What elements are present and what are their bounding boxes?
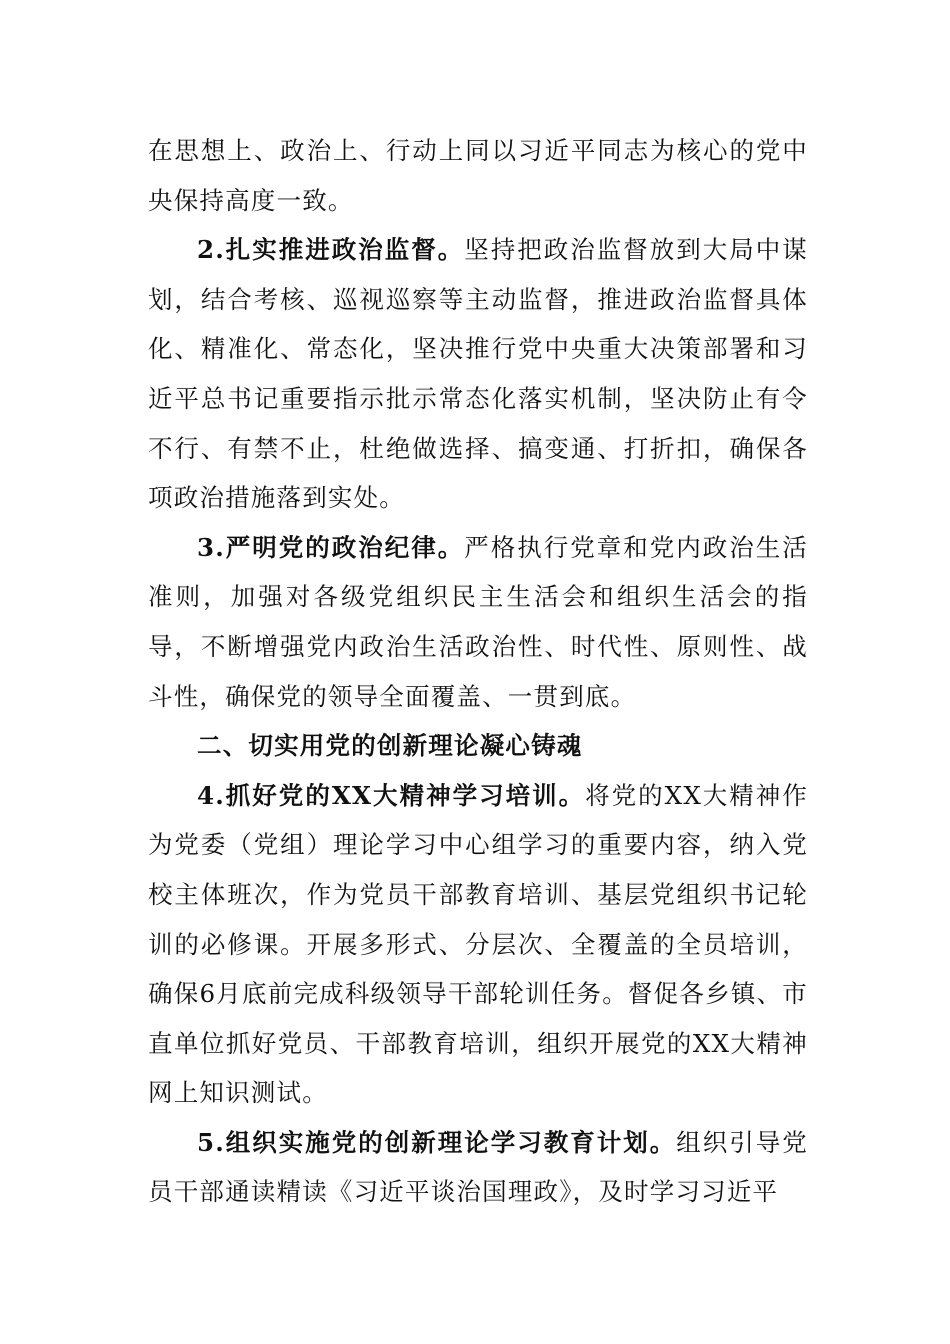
paragraph-study-training bbox=[148, 771, 808, 1118]
paragraph-text: 严格执行党章和党内政治生活准则，加强对各级党组织民主生活会和组织生活会的指导，不断增强党内政治生活政治性、时代性、原则性、战斗性，确保党的领导全面覆盖、一贯到底。 bbox=[148, 532, 808, 711]
paragraph-lead: 2.扎实推进政治监督。 bbox=[197, 235, 465, 265]
paragraph-text: 坚持把政治监督放到大局中谋划，结合考核、巡视巡察等主动监督，推进政治监督具体化、精准化、常态化，坚决推行党中央重大决策部署和习近平总书记重要指示批示常态化落实机制，坚决防止有令不行、有禁不止，杜绝做选择、搞变通、打折扣，确保各项政治措施落到实处。 bbox=[148, 235, 808, 513]
section-title: 二、切实用党的创新理论凝心铸魂 bbox=[197, 731, 583, 761]
section-heading bbox=[148, 721, 808, 771]
paragraph-study-plan bbox=[148, 1118, 808, 1217]
paragraph-continuation bbox=[148, 126, 808, 225]
paragraph-text: 在思想上、政治上、行动上同以习近平同志为核心的党中央保持高度一致。 bbox=[148, 136, 808, 215]
paragraph-political-discipline bbox=[148, 523, 808, 721]
paragraph-political-supervision bbox=[148, 225, 808, 523]
paragraph-lead: 5.组织实施党的创新理论学习教育计划。 bbox=[197, 1127, 677, 1157]
paragraph-text: 组织引导党员干部通读精读《习近平谈治国理政》，及时学习习近平 bbox=[148, 1127, 809, 1207]
paragraph-text: 将党的XX大精神作为党委（党组）理论学习中心组学习的重要内容，纳入党校主体班次，作为党员干部教育培训、基层党组织书记轮训的必修课。开展多形式、分层次、全覆盖的全员培训，确保6月底前完成科级领导干部轮训任务。督促各乡镇、市直单位抓好党员、干部教育培训，组织开展党的XX大精神网上知识测试。 bbox=[148, 780, 808, 1108]
paragraph-lead: 3.严明党的政治纪律。 bbox=[197, 532, 465, 562]
paragraph-lead: 4.抓好党的XX大精神学习培训。 bbox=[197, 780, 586, 810]
document-page bbox=[148, 126, 808, 1217]
